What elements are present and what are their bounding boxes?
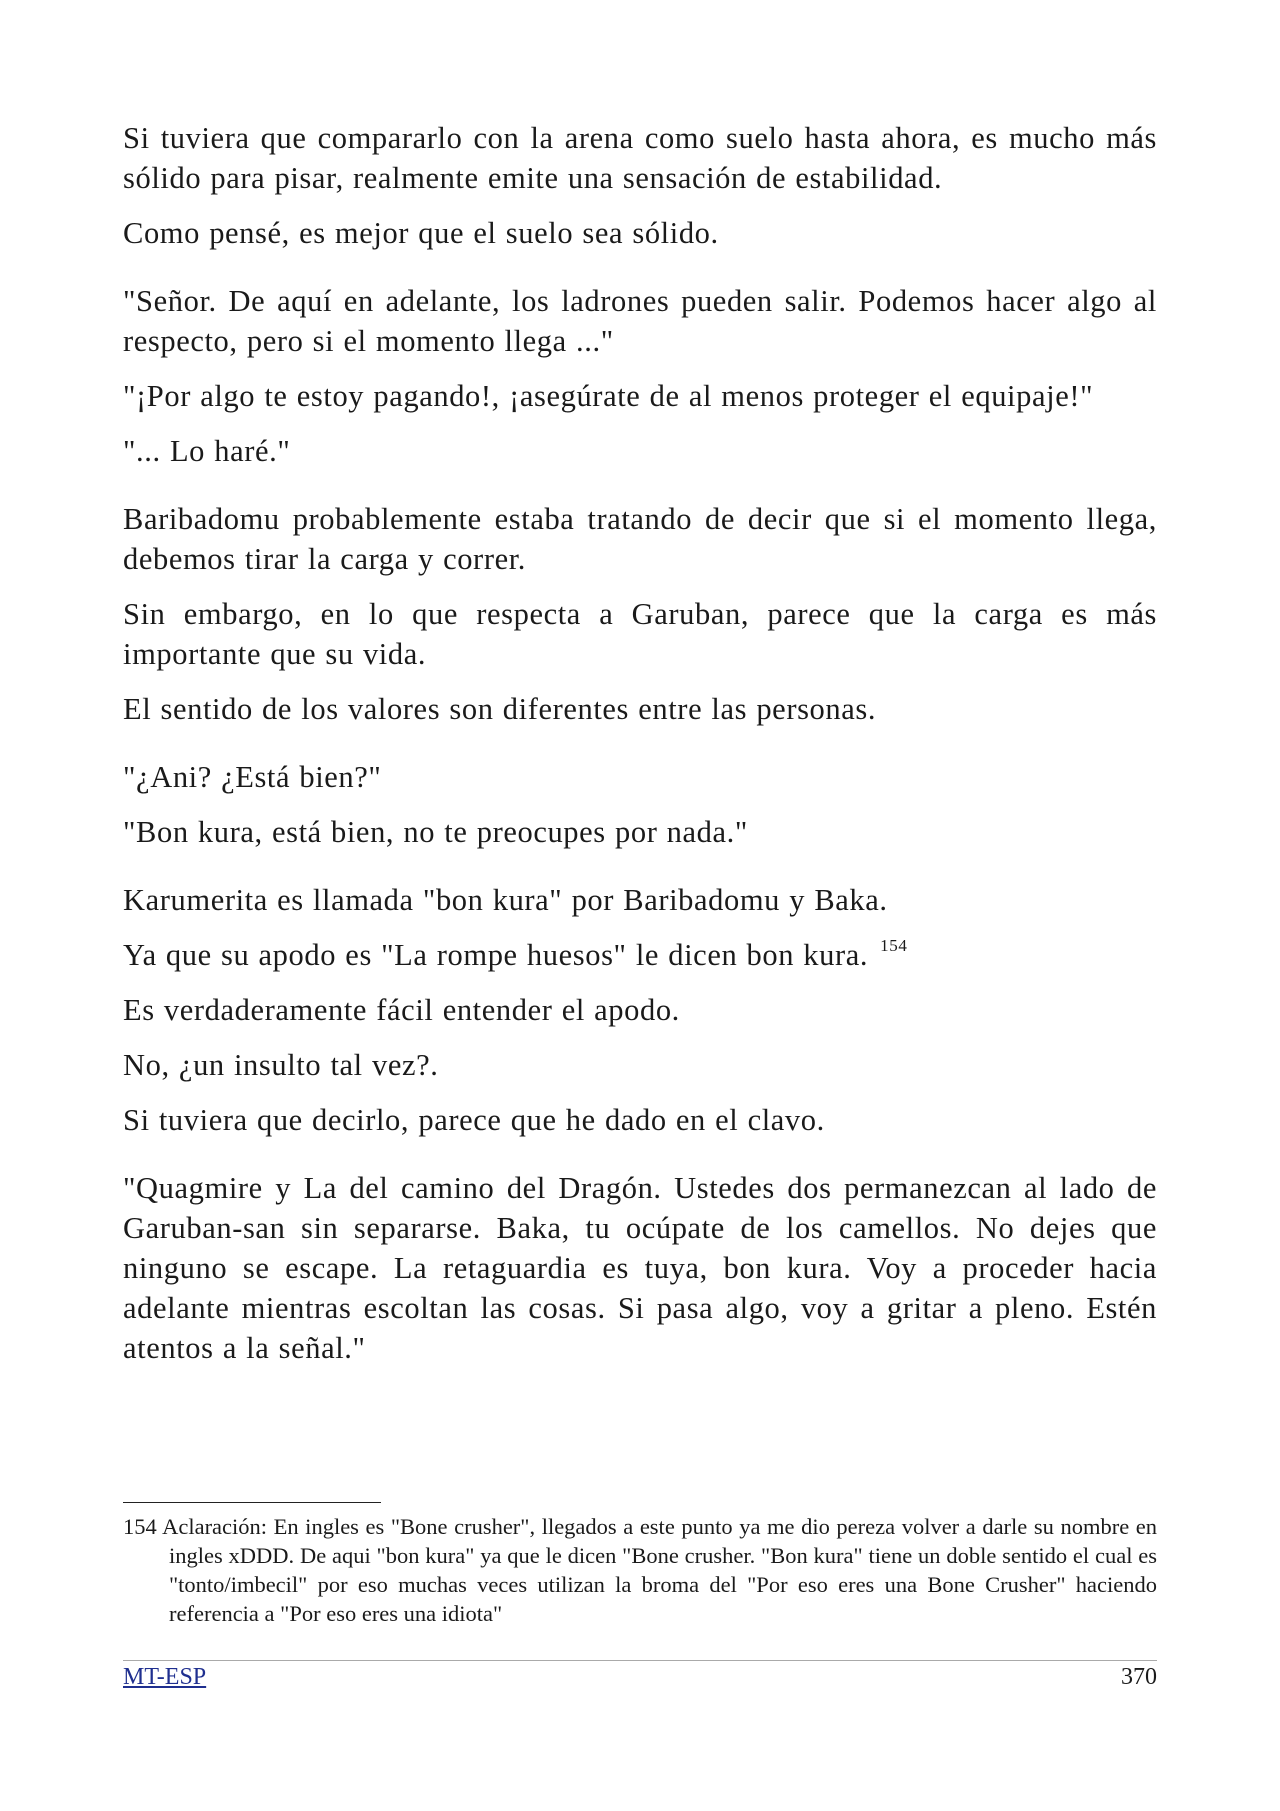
footnote-body bbox=[123, 1512, 1157, 1628]
dialogue-line: "Señor. De aquí en adelante, los ladrones pueden salir. Podemos hacer algo al respecto, pero si el momento llega ..." bbox=[123, 284, 1157, 358]
paragraph: Baribadomu probablemente estaba tratando de decir que si el momento llega, debemos tirar la carga y correr. bbox=[123, 502, 1157, 576]
dialogue-line: "... Lo haré." bbox=[123, 434, 291, 468]
footnote-text: Aclaración: En ingles es "Bone crusher", llegados a este punto ya me dio pereza volver a darle su nombre en ingles xDDD. De aqui "bon kura" ya que le dicen "Bone crusher. "Bon kura" tiene un doble sentido el cual es "tonto/imbecil" por eso muchas veces utilizan la broma del "Por eso eres una Bone Crusher" haciendo referencia a "Por eso eres una idiota" bbox=[162, 1514, 1157, 1626]
paragraph: Si tuviera que decirlo, parece que he dado en el clavo. bbox=[123, 1103, 825, 1137]
page-number: 370 bbox=[1121, 1664, 1157, 1690]
footnote bbox=[123, 1512, 1157, 1628]
footnote-reference[interactable]: 154 bbox=[880, 936, 908, 955]
paragraph: Es verdaderamente fácil entender el apodo. bbox=[123, 993, 680, 1027]
footer-divider bbox=[123, 1660, 1157, 1661]
paragraph: Karumerita es llamada "bon kura" por Baribadomu y Baka. bbox=[123, 883, 888, 917]
paragraph: El sentido de los valores son diferentes entre las personas. bbox=[123, 692, 877, 726]
paragraph: Si tuviera que compararlo con la arena como suelo hasta ahora, es mucho más sólido para pisar, realmente emite una sensación de estabilidad. bbox=[123, 121, 1157, 195]
paragraph: Como pensé, es mejor que el suelo sea sólido. bbox=[123, 216, 719, 250]
paragraph-text: Ya que su apodo es "La rompe huesos" le dicen bon kura. bbox=[123, 938, 869, 972]
footnote-number: 154 bbox=[123, 1514, 157, 1539]
footnote-divider bbox=[123, 1502, 381, 1503]
dialogue-line: "¡Por algo te estoy pagando!, ¡asegúrate de al menos proteger el equipaje!" bbox=[123, 379, 1094, 413]
dialogue-line: "Bon kura, está bien, no te preocupes por nada." bbox=[123, 815, 748, 849]
paragraph: Sin embargo, en lo que respecta a Garuban, parece que la carga es más importante que su vida. bbox=[123, 597, 1157, 671]
page-body bbox=[123, 118, 1157, 1383]
paragraph-with-footnote bbox=[123, 935, 1157, 975]
paragraph: No, ¿un insulto tal vez?. bbox=[123, 1048, 439, 1082]
footer-link[interactable]: MT-ESP bbox=[123, 1664, 207, 1690]
dialogue-line: "¿Ani? ¿Está bien?" bbox=[123, 760, 382, 794]
dialogue-line: "Quagmire y La del camino del Dragón. Ustedes dos permanezcan al lado de Garuban-san sin separarse. Baka, tu ocúpate de los camellos. No dejes que ninguno se escape. La retaguardia es tuya, bon kura. Voy a proceder hacia adelante mientras escoltan las cosas. Si pasa algo, voy a gritar a pleno. Estén atentos a la señal." bbox=[123, 1171, 1157, 1365]
